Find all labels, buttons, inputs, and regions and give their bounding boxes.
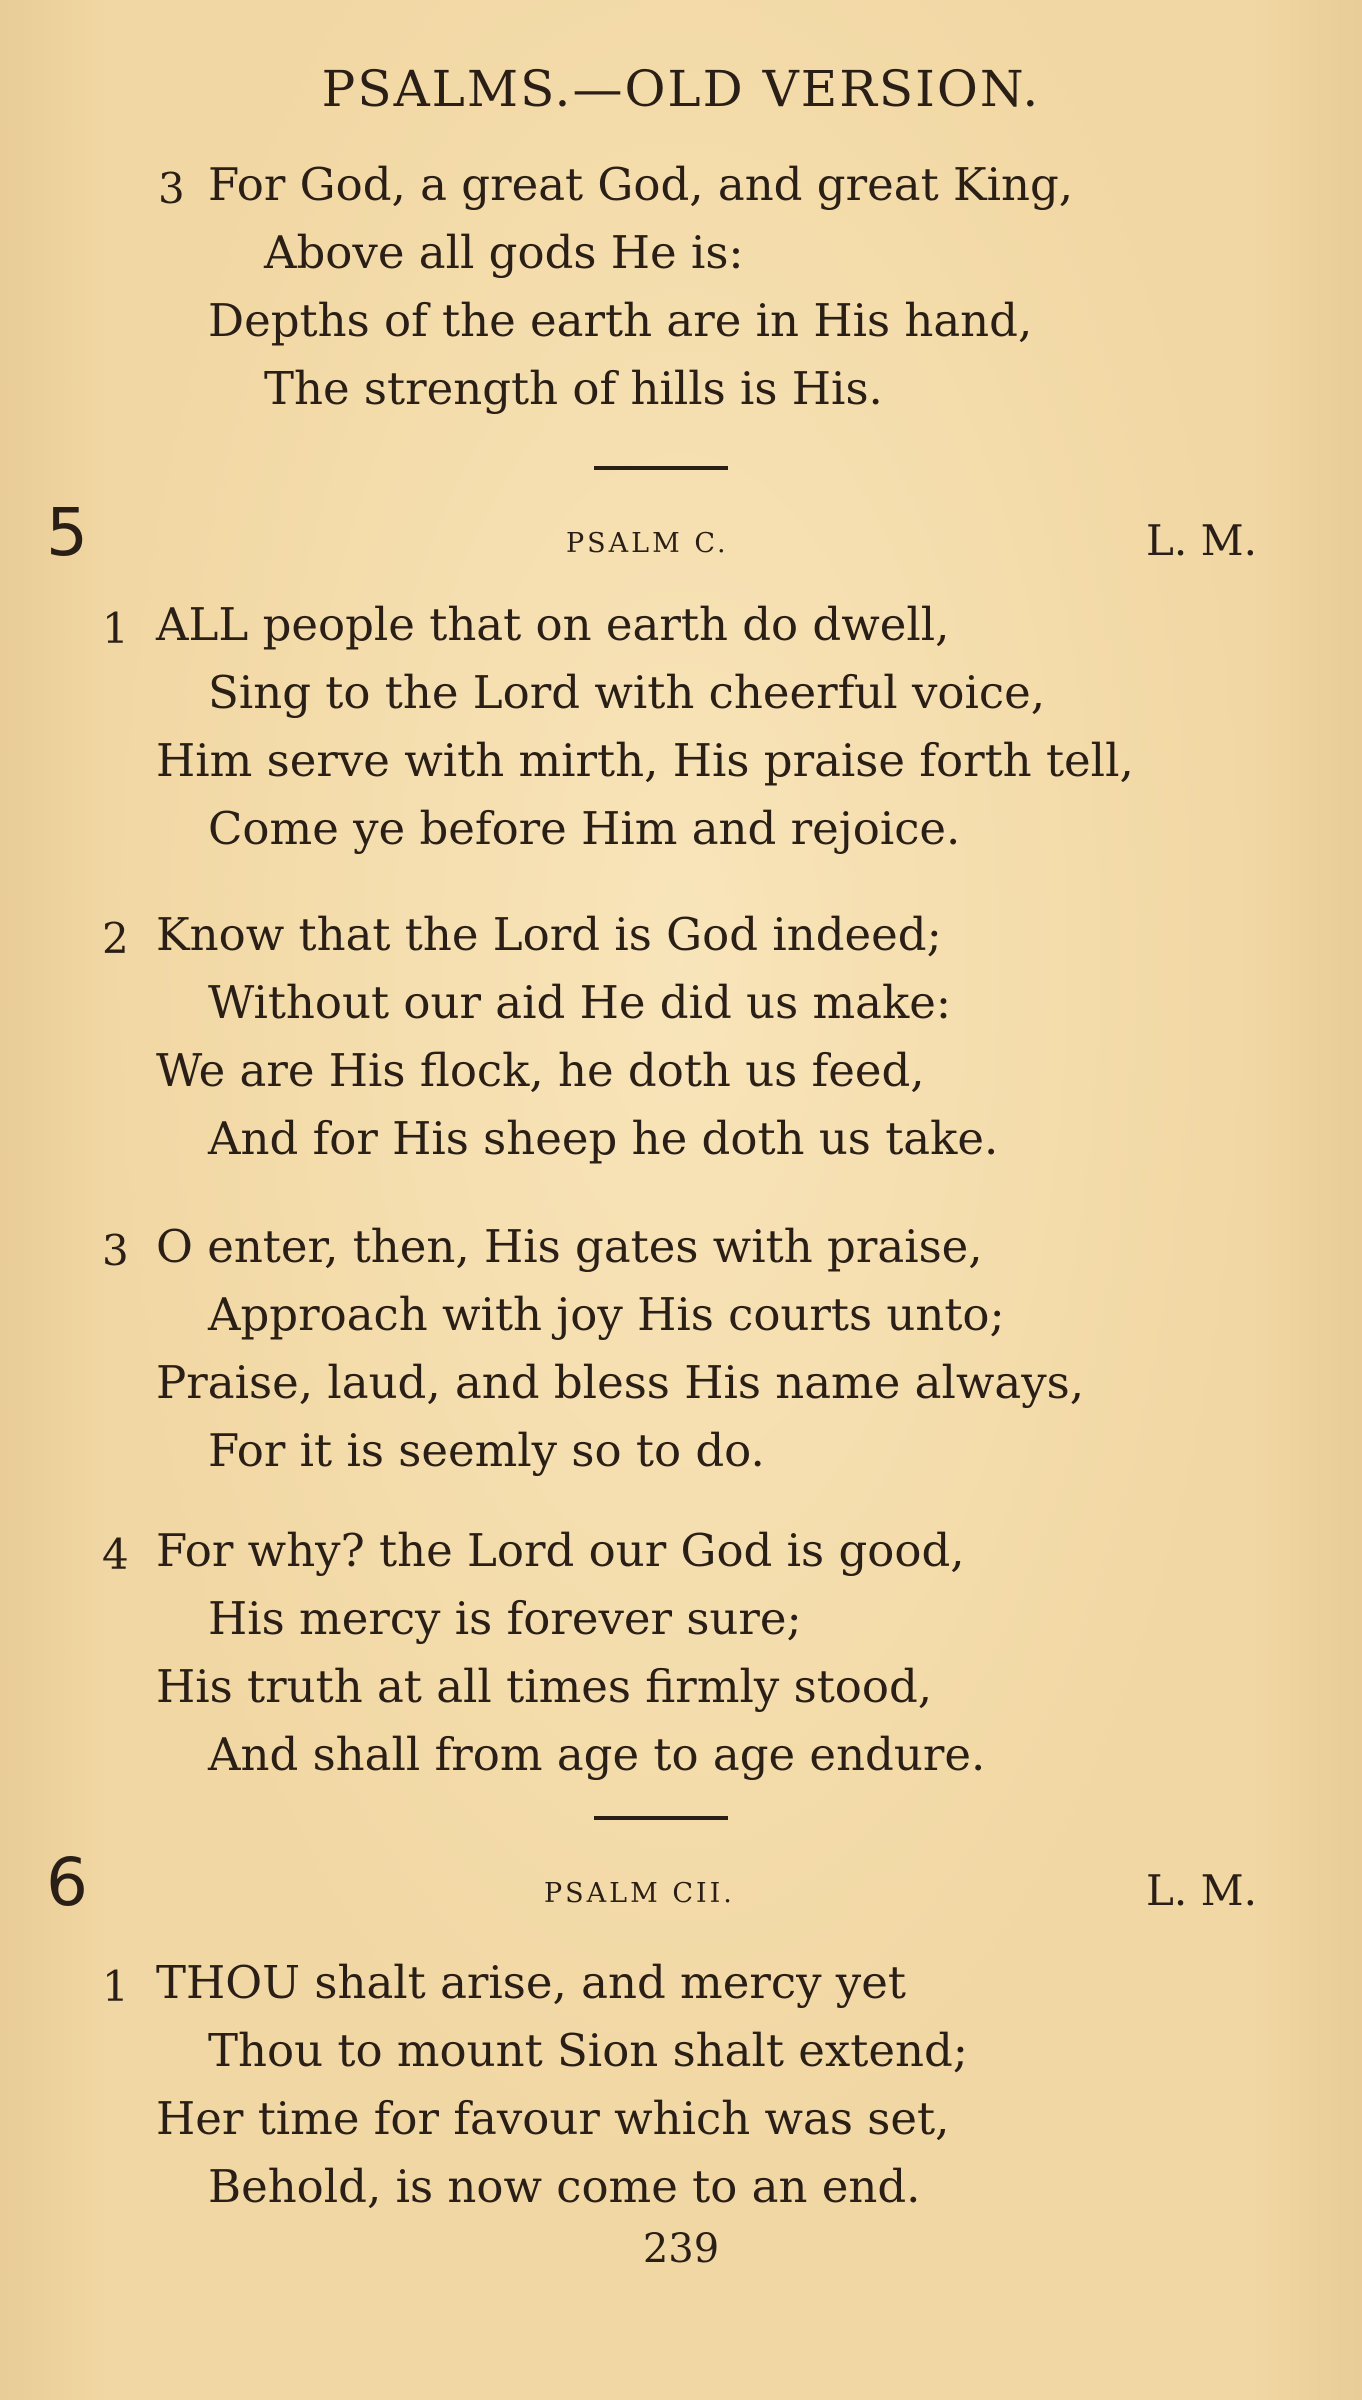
verse-line: His mercy is forever sure; xyxy=(208,1592,802,1645)
page-number: 239 xyxy=(642,2226,720,2272)
verse-line: Above all gods He is: xyxy=(264,226,744,279)
verse-line: O enter, then, His gates with praise, xyxy=(156,1220,983,1273)
psalm-title: PSALM C. xyxy=(566,528,729,559)
verse-number: 4 xyxy=(102,1530,129,1579)
verse-line: For why? the Lord our God is good, xyxy=(156,1524,965,1577)
verse-line: His truth at all times firmly stood, xyxy=(156,1660,933,1713)
verse-number: 1 xyxy=(102,1962,129,2011)
section-divider xyxy=(594,1816,728,1820)
verse-line: For God, a great God, and great King, xyxy=(208,158,1074,211)
verse-line: The strength of hills is His. xyxy=(264,362,883,415)
verse-line: Depths of the earth are in His hand, xyxy=(208,294,1033,347)
section-divider xyxy=(594,466,728,470)
hymn-number: 6 xyxy=(46,1844,88,1921)
verse-line: THOU shalt arise, and mercy yet xyxy=(156,1956,906,2009)
verse-number: 3 xyxy=(102,1226,129,1275)
meter: L. M. xyxy=(1146,516,1257,565)
hymn-number: 5 xyxy=(46,494,88,571)
verse-line: Him serve with mirth, His praise forth tell, xyxy=(156,734,1134,787)
running-head: PSALMS.—OLD VERSION. xyxy=(321,60,1041,118)
verse-number: 2 xyxy=(102,914,129,963)
verse-line: And shall from age to age endure. xyxy=(208,1728,986,1781)
verse-line: Approach with joy His courts unto; xyxy=(208,1288,1005,1341)
meter: L. M. xyxy=(1146,1866,1257,1915)
verse-line: Know that the Lord is God indeed; xyxy=(156,908,942,961)
verse-line: Sing to the Lord with cheerful voice, xyxy=(208,666,1046,719)
verse-line: Without our aid He did us make: xyxy=(208,976,952,1029)
verse-line: Come ye before Him and rejoice. xyxy=(208,802,961,855)
verse-line: We are His flock, he doth us feed, xyxy=(156,1044,925,1097)
verse-number: 1 xyxy=(102,604,129,653)
verse-line: Behold, is now come to an end. xyxy=(208,2160,921,2213)
verse-line: Her time for favour which was set, xyxy=(156,2092,950,2145)
psalm-title: PSALM CII. xyxy=(544,1878,735,1909)
verse-line: Praise, laud, and bless His name always, xyxy=(156,1356,1085,1409)
verse-number: 3 xyxy=(158,164,185,213)
verse-line: And for His sheep he doth us take. xyxy=(208,1112,999,1165)
verse-line: ALL people that on earth do dwell, xyxy=(156,598,950,651)
verse-line: Thou to mount Sion shalt extend; xyxy=(208,2024,968,2077)
verse-line: For it is seemly so to do. xyxy=(208,1424,765,1477)
